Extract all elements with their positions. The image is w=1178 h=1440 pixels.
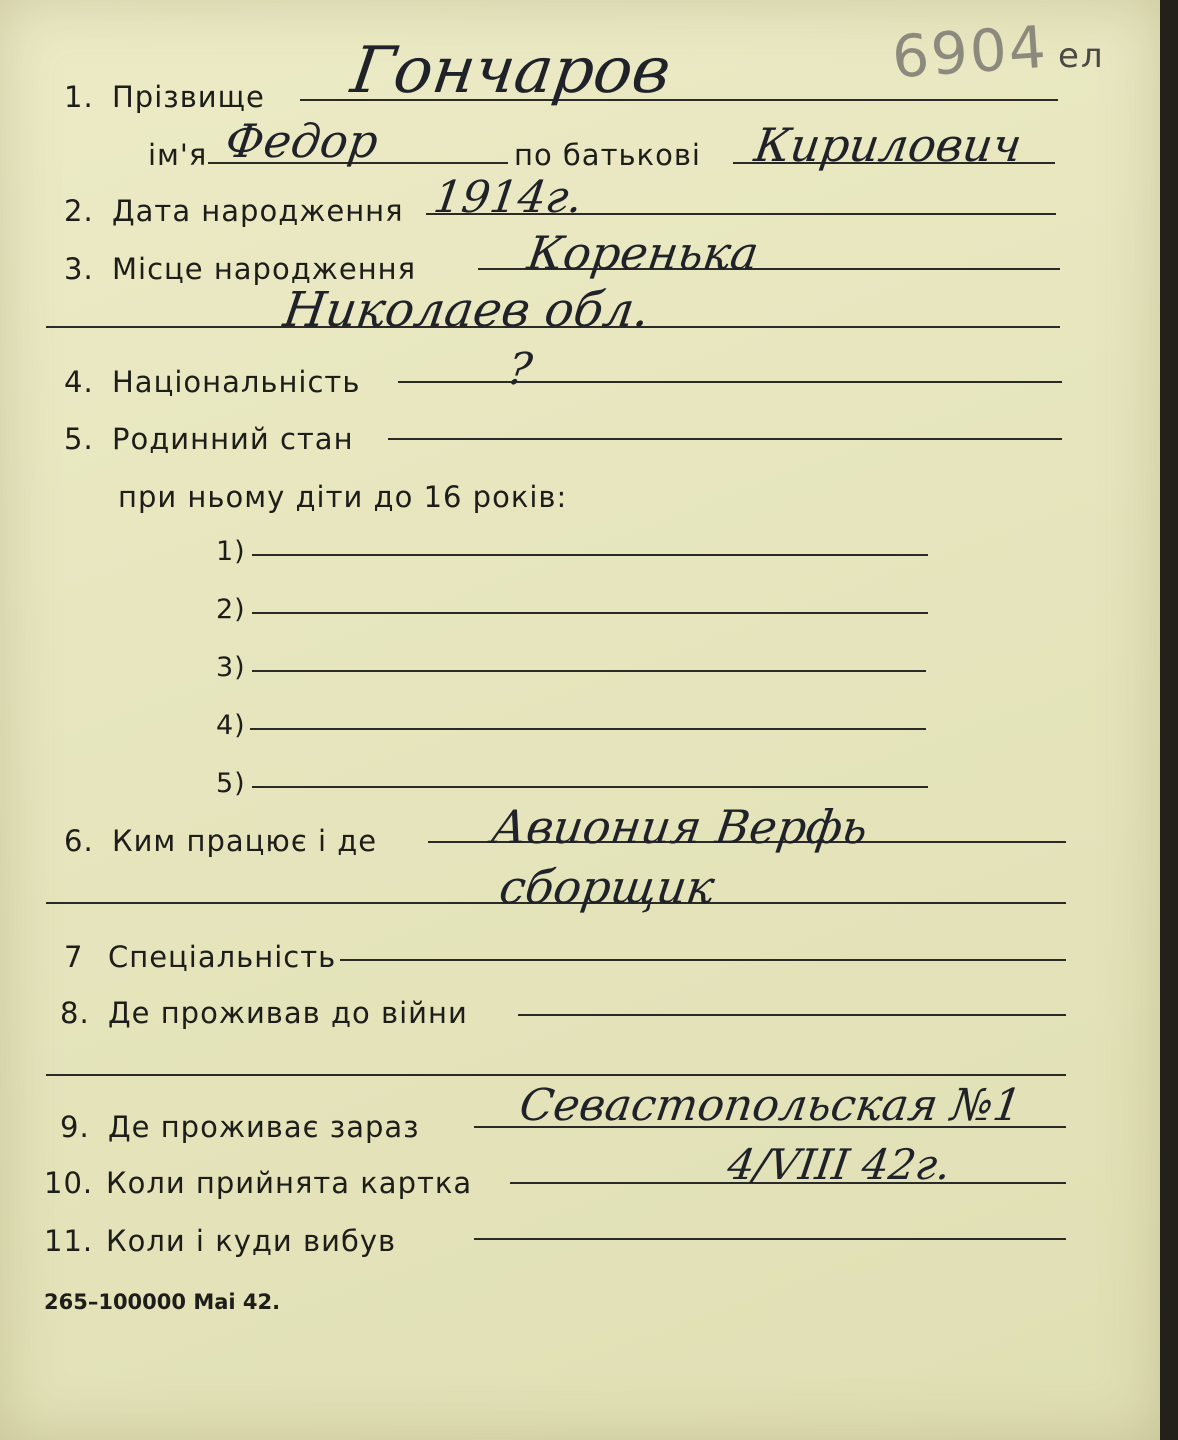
nationality-line bbox=[398, 381, 1062, 383]
child-number: 3) bbox=[216, 652, 246, 683]
name-value: Федор bbox=[222, 114, 382, 168]
field-1-number: 1. bbox=[64, 80, 94, 114]
child-number: 4) bbox=[216, 710, 246, 741]
child-line bbox=[252, 786, 928, 788]
marital-status-line bbox=[388, 438, 1062, 440]
nationality-value: ? bbox=[504, 344, 536, 395]
field-3-number: 3. bbox=[64, 252, 94, 286]
child-number: 2) bbox=[216, 594, 246, 625]
name-label: ім'я bbox=[148, 138, 208, 172]
prewar-residence-line bbox=[518, 1014, 1066, 1016]
archive-mark: ел bbox=[1058, 36, 1105, 76]
field-10-number: 10. bbox=[44, 1166, 94, 1200]
speciality-line bbox=[340, 959, 1066, 961]
field-11-number: 11. bbox=[44, 1224, 94, 1258]
print-code: 265–100000 Mai 42. bbox=[44, 1290, 281, 1314]
patronymic-value: Кирилович bbox=[751, 118, 1026, 172]
surname-label: Прізвище bbox=[112, 80, 265, 114]
marital-status-label: Родинний стан bbox=[112, 422, 354, 456]
field-8-number: 8. bbox=[60, 996, 90, 1030]
patronymic-label: по батькові bbox=[514, 138, 701, 172]
current-residence-value: Севастопольская №1 bbox=[516, 1080, 1025, 1131]
birth-date-value: 1914г. bbox=[430, 172, 586, 223]
child-line bbox=[252, 670, 926, 672]
prewar-residence-label: Де проживав до війни bbox=[108, 996, 468, 1030]
archive-number: 6904 bbox=[889, 12, 1050, 92]
child-number: 1) bbox=[216, 536, 246, 567]
departure-label: Коли і куди вибув bbox=[106, 1224, 397, 1258]
card-accepted-value: 4/VIII 42г. bbox=[724, 1140, 954, 1189]
current-residence-label: Де проживає зараз bbox=[108, 1110, 420, 1144]
birth-date-label: Дата народження bbox=[112, 194, 404, 228]
scan-edge bbox=[1160, 0, 1178, 1440]
nationality-label: Національність bbox=[112, 365, 361, 399]
field-9-number: 9. bbox=[60, 1110, 90, 1144]
field-6-number: 6. bbox=[64, 824, 94, 858]
child-line bbox=[252, 554, 928, 556]
field-7-number: 7 bbox=[64, 940, 84, 974]
field-5-number: 5. bbox=[64, 422, 94, 456]
field-2-number: 2. bbox=[64, 194, 94, 228]
surname-value: Гончаров bbox=[346, 34, 675, 108]
field-4-number: 4. bbox=[64, 365, 94, 399]
birthplace-value-2: Николаев обл. bbox=[280, 282, 654, 338]
birthplace-value: Коренька bbox=[524, 226, 762, 280]
departure-line bbox=[474, 1238, 1066, 1240]
child-line bbox=[250, 728, 926, 730]
birthplace-label: Місце народження bbox=[112, 252, 417, 286]
occupation-value: Авиония Верфь bbox=[488, 800, 872, 854]
child-number: 5) bbox=[216, 768, 246, 799]
child-line bbox=[252, 612, 928, 614]
card-accepted-label: Коли прийнята картка bbox=[106, 1166, 473, 1200]
occupation-value-2: сборщик bbox=[496, 860, 718, 914]
occupation-label: Ким працює і де bbox=[112, 824, 378, 858]
prewar-residence-line-2 bbox=[46, 1074, 1066, 1076]
speciality-label: Спеціальність bbox=[108, 940, 337, 974]
children-label: при ньому діти до 16 років: bbox=[118, 480, 568, 514]
